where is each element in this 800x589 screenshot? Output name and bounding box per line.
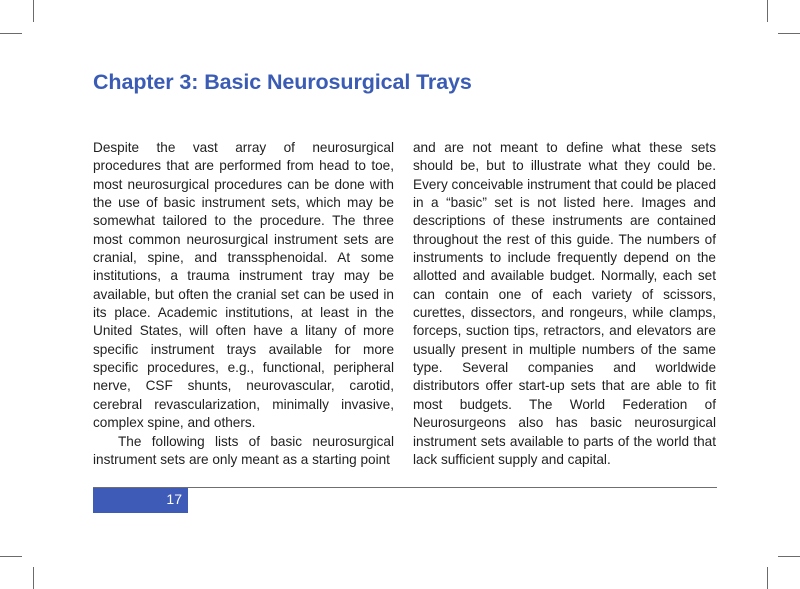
- page-number: 17: [166, 491, 182, 507]
- page-number-box: [93, 488, 188, 513]
- crop-mark: [0, 556, 22, 557]
- crop-mark: [33, 0, 34, 22]
- body-paragraph: Despite the vast array of neurosurgical procedures that are performed from head to toe, most neurosurgical procedures can be done with the use of basic instrument sets, which may be somewhat tailored to the procedure. The three most common neurosurgical instrument sets are cranial, spine, and transsphenoidal. At some institutions, a trauma instrument tray may be available, but often the cranial set can be used in its place. Academic institutions, at least in the United States, will often have a litany of more specific instrument trays available for more specific procedures, e.g., functional, peripheral nerve, CSF shunts, neurovascular, carotid, cerebral revascularization, minimally invasive, complex spine, and others.: [93, 140, 394, 431]
- chapter-title: Chapter 3: Basic Neurosurgical Trays: [93, 70, 472, 94]
- crop-mark: [778, 33, 800, 34]
- body-paragraph: and are not meant to define what these sets should be, but to illustrate what they could be. Every conceivable instrument that could be placed in a “basic” set is not listed here. Images and descriptions of these instruments are contained throughout the rest of this guide. The numbers of instruments to include frequently depend on the allotted and available budget. Normally, each set can contain one of each variety of scissors, curettes, dissectors, and rongeurs, while clamps, forceps, suction tips, retractors, and elevators are usually present in multiple numbers of the same type. Several companies and worldwide distributors offer start-up sets that are able to fit most budgets. The World Federation of Neurosurgeons also has basic neurosurgical instrument sets available to parts of the world that lack sufficient supply and capital.: [413, 140, 717, 467]
- crop-mark: [0, 33, 22, 34]
- crop-mark: [767, 567, 768, 589]
- crop-mark: [778, 556, 800, 557]
- text-column-right: [413, 139, 716, 469]
- crop-mark: [33, 567, 34, 589]
- crop-mark: [767, 0, 768, 22]
- text-column-left: [93, 139, 394, 469]
- body-paragraph: The following lists of basic neurosurgical instrument sets are only meant as a starting point: [93, 433, 394, 467]
